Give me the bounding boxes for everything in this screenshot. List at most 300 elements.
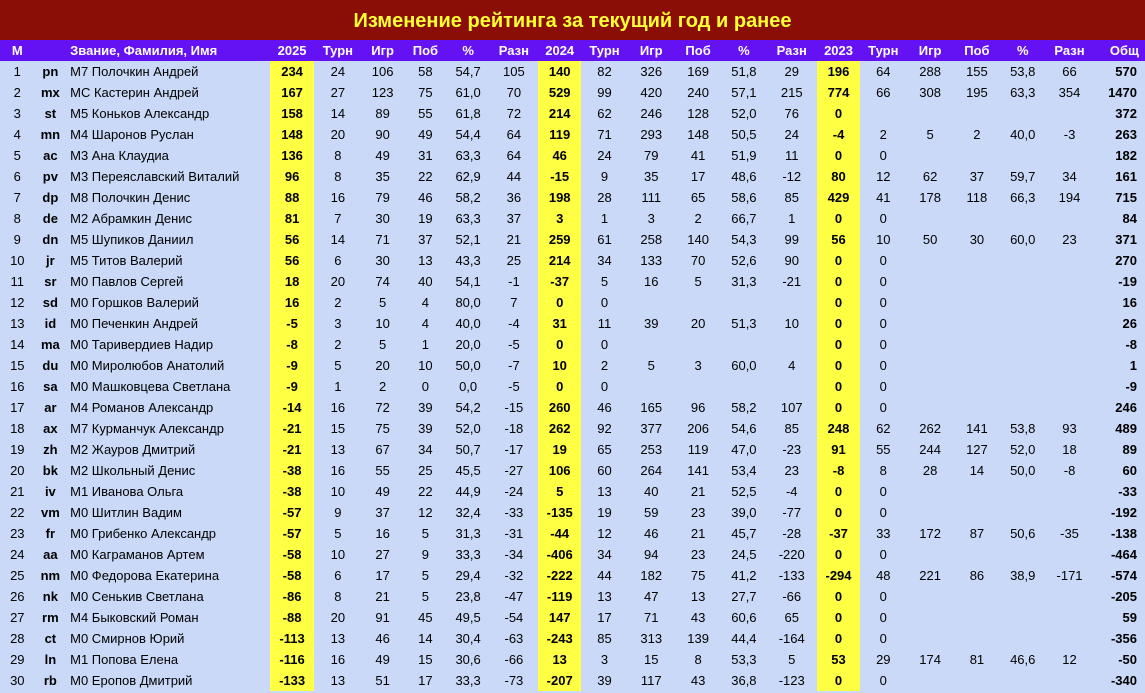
table-cell: M0 Печенкин Андрей: [66, 313, 270, 334]
table-cell: -9: [1094, 376, 1145, 397]
table-cell: 9: [314, 502, 361, 523]
table-body: [0, 61, 1145, 691]
table-cell: -35: [1045, 523, 1094, 544]
table-cell: [1045, 544, 1094, 565]
table-cell: 71: [361, 229, 404, 250]
table-cell: 489: [1094, 418, 1145, 439]
table-cell: 17: [361, 565, 404, 586]
table-cell: 80,0: [447, 292, 490, 313]
table-cell: 141: [675, 460, 722, 481]
table-cell: 60,6: [722, 607, 767, 628]
table-cell: 172: [907, 523, 954, 544]
table-cell: [954, 334, 1001, 355]
table-cell: [675, 292, 722, 313]
table-cell: 13: [314, 628, 361, 649]
table-cell: -4: [817, 124, 860, 145]
table-cell: [907, 145, 954, 166]
table-cell: 31: [404, 145, 447, 166]
table-cell: zh: [35, 439, 67, 460]
table-cell: M4 Шаронов Руслан: [66, 124, 270, 145]
table-cell: [907, 376, 954, 397]
table-cell: 36: [489, 187, 538, 208]
table-cell: 13: [675, 586, 722, 607]
table-cell: 5: [361, 334, 404, 355]
table-cell: M4 Романов Александр: [66, 397, 270, 418]
table-cell: 46,6: [1000, 649, 1045, 670]
column-header: Турн: [581, 40, 628, 61]
table-cell: 41: [675, 145, 722, 166]
table-cell: 33,3: [447, 670, 490, 691]
table-cell: 17: [404, 670, 447, 691]
table-cell: -8: [1094, 334, 1145, 355]
table-cell: 65: [766, 607, 817, 628]
table-cell: iv: [35, 481, 67, 502]
table-cell: -19: [1094, 271, 1145, 292]
table-cell: 246: [628, 103, 675, 124]
table-cell: 262: [907, 418, 954, 439]
table-cell: jr: [35, 250, 67, 271]
table-cell: 62: [907, 166, 954, 187]
table-cell: 56: [270, 229, 315, 250]
table-cell: 25: [489, 250, 538, 271]
table-cell: 13: [581, 586, 628, 607]
table-cell: 3: [628, 208, 675, 229]
table-cell: 53: [817, 649, 860, 670]
table-cell: [954, 670, 1001, 691]
table-cell: 99: [766, 229, 817, 250]
table-cell: [1000, 292, 1045, 313]
table-cell: 32,4: [447, 502, 490, 523]
table-row: [0, 271, 1145, 292]
table-cell: 0: [860, 502, 907, 523]
table-cell: 46: [361, 628, 404, 649]
table-cell: 91: [817, 439, 860, 460]
table-cell: [1045, 103, 1094, 124]
table-cell: -14: [270, 397, 315, 418]
table-cell: -21: [766, 271, 817, 292]
table-cell: 0: [860, 586, 907, 607]
table-cell: 9: [0, 229, 35, 250]
table-cell: 62: [581, 103, 628, 124]
table-cell: ax: [35, 418, 67, 439]
table-cell: 293: [628, 124, 675, 145]
table-cell: M5 Титов Валерий: [66, 250, 270, 271]
table-cell: 774: [817, 82, 860, 103]
table-cell: -8: [270, 334, 315, 355]
table-cell: 244: [907, 439, 954, 460]
table-cell: 59: [628, 502, 675, 523]
table-cell: 25: [404, 460, 447, 481]
table-cell: 2: [361, 376, 404, 397]
table-cell: -33: [1094, 481, 1145, 502]
table-cell: 13: [314, 439, 361, 460]
table-cell: [766, 292, 817, 313]
table-cell: -8: [1045, 460, 1094, 481]
table-cell: 76: [766, 103, 817, 124]
table-cell: 196: [817, 61, 860, 82]
table-cell: dn: [35, 229, 67, 250]
table-cell: 1: [0, 61, 35, 82]
table-cell: 90: [766, 250, 817, 271]
table-cell: [954, 145, 1001, 166]
table-cell: M7 Полочкин Андрей: [66, 61, 270, 82]
table-cell: 31: [538, 313, 581, 334]
table-cell: 8: [0, 208, 35, 229]
table-cell: 96: [675, 397, 722, 418]
table-cell: 40: [404, 271, 447, 292]
table-cell: 35: [361, 166, 404, 187]
table-cell: 0: [860, 250, 907, 271]
table-cell: 264: [628, 460, 675, 481]
table-cell: 0: [817, 397, 860, 418]
table-cell: 13: [581, 481, 628, 502]
table-cell: 198: [538, 187, 581, 208]
table-cell: 62,9: [447, 166, 490, 187]
table-cell: [907, 355, 954, 376]
table-cell: -8: [817, 460, 860, 481]
table-cell: 94: [628, 544, 675, 565]
table-cell: ct: [35, 628, 67, 649]
table-cell: pn: [35, 61, 67, 82]
table-row: [0, 376, 1145, 397]
table-cell: 20,0: [447, 334, 490, 355]
table-cell: 50,0: [1000, 460, 1045, 481]
table-cell: 20: [314, 271, 361, 292]
table-cell: [1000, 397, 1045, 418]
table-cell: M2 Абрамкин Денис: [66, 208, 270, 229]
table-cell: 17: [581, 607, 628, 628]
table-cell: 53,3: [722, 649, 767, 670]
table-cell: 0: [817, 313, 860, 334]
table-cell: [1000, 313, 1045, 334]
table-cell: 2: [0, 82, 35, 103]
table-cell: 13: [404, 250, 447, 271]
table-cell: -58: [270, 565, 315, 586]
table-cell: 44,9: [447, 481, 490, 502]
table-cell: 52,0: [722, 103, 767, 124]
table-cell: -66: [489, 649, 538, 670]
column-header: Поб: [954, 40, 1001, 61]
table-cell: 0,0: [447, 376, 490, 397]
table-cell: 41: [860, 187, 907, 208]
table-row: [0, 292, 1145, 313]
table-cell: 58: [404, 61, 447, 82]
table-cell: 0: [860, 334, 907, 355]
table-cell: [1000, 355, 1045, 376]
table-cell: 0: [860, 376, 907, 397]
table-cell: 93: [1045, 418, 1094, 439]
table-cell: [907, 481, 954, 502]
table-cell: -7: [489, 355, 538, 376]
table-cell: 75: [361, 418, 404, 439]
table-cell: [1000, 250, 1045, 271]
table-cell: 8: [314, 166, 361, 187]
table-cell: 8: [314, 145, 361, 166]
table-cell: 206: [675, 418, 722, 439]
table-cell: 15: [0, 355, 35, 376]
table-cell: 23: [0, 523, 35, 544]
table-cell: [1045, 145, 1094, 166]
table-cell: 27: [314, 82, 361, 103]
table-cell: ln: [35, 649, 67, 670]
table-cell: -32: [489, 565, 538, 586]
table-cell: 16: [1094, 292, 1145, 313]
table-cell: [954, 481, 1001, 502]
table-cell: 27,7: [722, 586, 767, 607]
table-cell: 0: [860, 481, 907, 502]
table-cell: [1045, 208, 1094, 229]
table-cell: 27: [0, 607, 35, 628]
table-cell: 52,0: [447, 418, 490, 439]
table-cell: 3: [675, 355, 722, 376]
table-cell: 81: [954, 649, 1001, 670]
table-cell: 119: [538, 124, 581, 145]
table-cell: bk: [35, 460, 67, 481]
table-cell: 37: [404, 229, 447, 250]
table-cell: 3: [0, 103, 35, 124]
table-row: [0, 124, 1145, 145]
table-cell: 128: [675, 103, 722, 124]
table-cell: 52,6: [722, 250, 767, 271]
table-cell: MC Кастерин Андрей: [66, 82, 270, 103]
table-cell: 178: [907, 187, 954, 208]
table-cell: [954, 208, 1001, 229]
table-cell: [1045, 586, 1094, 607]
table-cell: 0: [860, 145, 907, 166]
table-cell: 326: [628, 61, 675, 82]
table-cell: 174: [907, 649, 954, 670]
table-cell: -574: [1094, 565, 1145, 586]
table-cell: -5: [489, 334, 538, 355]
table-cell: 52,5: [722, 481, 767, 502]
table-cell: M3 Ана Клаудиа: [66, 145, 270, 166]
table-cell: [1000, 208, 1045, 229]
table-cell: 43,3: [447, 250, 490, 271]
table-cell: 2: [314, 292, 361, 313]
table-cell: 29: [860, 649, 907, 670]
table-cell: -5: [489, 376, 538, 397]
table-cell: 22: [404, 481, 447, 502]
table-cell: 0: [817, 502, 860, 523]
table-cell: -37: [817, 523, 860, 544]
table-cell: 13: [538, 649, 581, 670]
table-cell: -54: [489, 607, 538, 628]
table-cell: 9: [404, 544, 447, 565]
column-header: Поб: [675, 40, 722, 61]
table-cell: 372: [1094, 103, 1145, 124]
table-cell: -406: [538, 544, 581, 565]
table-cell: 4: [766, 355, 817, 376]
table-cell: 40: [628, 481, 675, 502]
table-cell: 0: [404, 376, 447, 397]
table-cell: 262: [538, 418, 581, 439]
table-cell: 13: [314, 670, 361, 691]
table-cell: [907, 103, 954, 124]
table-cell: 0: [817, 376, 860, 397]
table-row: [0, 460, 1145, 481]
table-cell: -38: [270, 481, 315, 502]
table-cell: 58,2: [722, 397, 767, 418]
table-cell: 30,6: [447, 649, 490, 670]
table-cell: 21: [361, 586, 404, 607]
table-cell: -340: [1094, 670, 1145, 691]
column-header: Общ: [1094, 40, 1145, 61]
table-cell: 44: [489, 166, 538, 187]
table-row: [0, 565, 1145, 586]
table-cell: 0: [860, 355, 907, 376]
table-cell: 43: [675, 670, 722, 691]
column-header: Разн: [1045, 40, 1094, 61]
table-cell: 5: [675, 271, 722, 292]
table-cell: 33,3: [447, 544, 490, 565]
table-cell: 60,0: [1000, 229, 1045, 250]
table-cell: dp: [35, 187, 67, 208]
table-cell: 107: [766, 397, 817, 418]
table-cell: ma: [35, 334, 67, 355]
table-row: [0, 418, 1145, 439]
table-cell: -57: [270, 523, 315, 544]
table-cell: 60: [581, 460, 628, 481]
table-cell: 52,1: [447, 229, 490, 250]
table-cell: 148: [675, 124, 722, 145]
column-header: Турн: [314, 40, 361, 61]
table-cell: 18: [0, 418, 35, 439]
table-cell: 37: [954, 166, 1001, 187]
table-row: [0, 649, 1145, 670]
table-cell: 136: [270, 145, 315, 166]
table-cell: M2 Жауров Дмитрий: [66, 439, 270, 460]
table-cell: M5 Шупиков Даниил: [66, 229, 270, 250]
table-cell: 354: [1045, 82, 1094, 103]
table-cell: 43: [675, 607, 722, 628]
table-cell: 169: [675, 61, 722, 82]
table-cell: 56: [270, 250, 315, 271]
table-row: [0, 229, 1145, 250]
table-cell: 34: [404, 439, 447, 460]
table-cell: M3 Переяславский Виталий: [66, 166, 270, 187]
table-cell: 31,3: [722, 271, 767, 292]
table-cell: 14: [404, 628, 447, 649]
table-cell: 31,3: [447, 523, 490, 544]
table-cell: [1045, 628, 1094, 649]
table-cell: -222: [538, 565, 581, 586]
table-cell: 1: [314, 376, 361, 397]
table-cell: -205: [1094, 586, 1145, 607]
table-cell: [675, 334, 722, 355]
table-cell: M0 Грибенко Александр: [66, 523, 270, 544]
table-cell: [954, 250, 1001, 271]
table-cell: 8: [675, 649, 722, 670]
table-cell: 59,7: [1000, 166, 1045, 187]
table-cell: 12: [0, 292, 35, 313]
table-cell: 270: [1094, 250, 1145, 271]
table-cell: 21: [675, 523, 722, 544]
table-cell: 14: [954, 460, 1001, 481]
table-cell: 75: [404, 82, 447, 103]
table-cell: 0: [817, 250, 860, 271]
table-cell: M0 Таривердиев Надир: [66, 334, 270, 355]
table-cell: 10: [538, 355, 581, 376]
table-cell: 5: [766, 649, 817, 670]
table-cell: [1000, 670, 1045, 691]
table-row: [0, 607, 1145, 628]
table-cell: 10: [860, 229, 907, 250]
table-cell: 148: [270, 124, 315, 145]
table-cell: 46: [538, 145, 581, 166]
table-cell: 0: [817, 544, 860, 565]
table-cell: 22: [404, 166, 447, 187]
table-cell: 1: [581, 208, 628, 229]
table-cell: -119: [538, 586, 581, 607]
table-cell: 313: [628, 628, 675, 649]
table-cell: 40,0: [1000, 124, 1045, 145]
table-cell: 0: [860, 628, 907, 649]
table-cell: 3: [581, 649, 628, 670]
table-cell: -57: [270, 502, 315, 523]
table-cell: -4: [489, 313, 538, 334]
table-cell: 49: [361, 649, 404, 670]
table-row: [0, 439, 1145, 460]
table-cell: 11: [581, 313, 628, 334]
table-cell: 371: [1094, 229, 1145, 250]
table-cell: 70: [675, 250, 722, 271]
table-cell: 13: [0, 313, 35, 334]
table-cell: [907, 292, 954, 313]
table-cell: 119: [675, 439, 722, 460]
table-cell: 18: [270, 271, 315, 292]
table-cell: 46: [581, 397, 628, 418]
table-cell: 12: [860, 166, 907, 187]
table-cell: 5: [404, 523, 447, 544]
table-cell: 54,4: [447, 124, 490, 145]
table-cell: 0: [860, 544, 907, 565]
table-cell: 60,0: [722, 355, 767, 376]
table-cell: 71: [628, 607, 675, 628]
table-cell: [907, 271, 954, 292]
table-cell: [907, 334, 954, 355]
table-cell: [954, 313, 1001, 334]
table-cell: [722, 376, 767, 397]
table-cell: 1: [766, 208, 817, 229]
table-cell: [954, 544, 1001, 565]
column-header: 2025: [270, 40, 315, 61]
table-cell: 0: [817, 607, 860, 628]
table-cell: -37: [538, 271, 581, 292]
table-cell: 0: [860, 313, 907, 334]
table-cell: 61: [581, 229, 628, 250]
table-cell: [722, 334, 767, 355]
table-cell: 158: [270, 103, 315, 124]
table-cell: 182: [1094, 145, 1145, 166]
table-cell: 16: [314, 187, 361, 208]
table-cell: 65: [675, 187, 722, 208]
table-cell: 29: [0, 649, 35, 670]
table-cell: 0: [581, 292, 628, 313]
table-cell: 1: [1094, 355, 1145, 376]
table-cell: 23: [1045, 229, 1094, 250]
table-cell: [1000, 145, 1045, 166]
table-cell: 23: [675, 544, 722, 565]
table-row: [0, 481, 1145, 502]
table-cell: 46: [404, 187, 447, 208]
table-cell: 214: [538, 250, 581, 271]
table-cell: 30: [361, 250, 404, 271]
table-cell: 16: [270, 292, 315, 313]
table-cell: 0: [538, 292, 581, 313]
table-cell: rm: [35, 607, 67, 628]
table-cell: 21: [489, 229, 538, 250]
table-cell: 14: [0, 334, 35, 355]
